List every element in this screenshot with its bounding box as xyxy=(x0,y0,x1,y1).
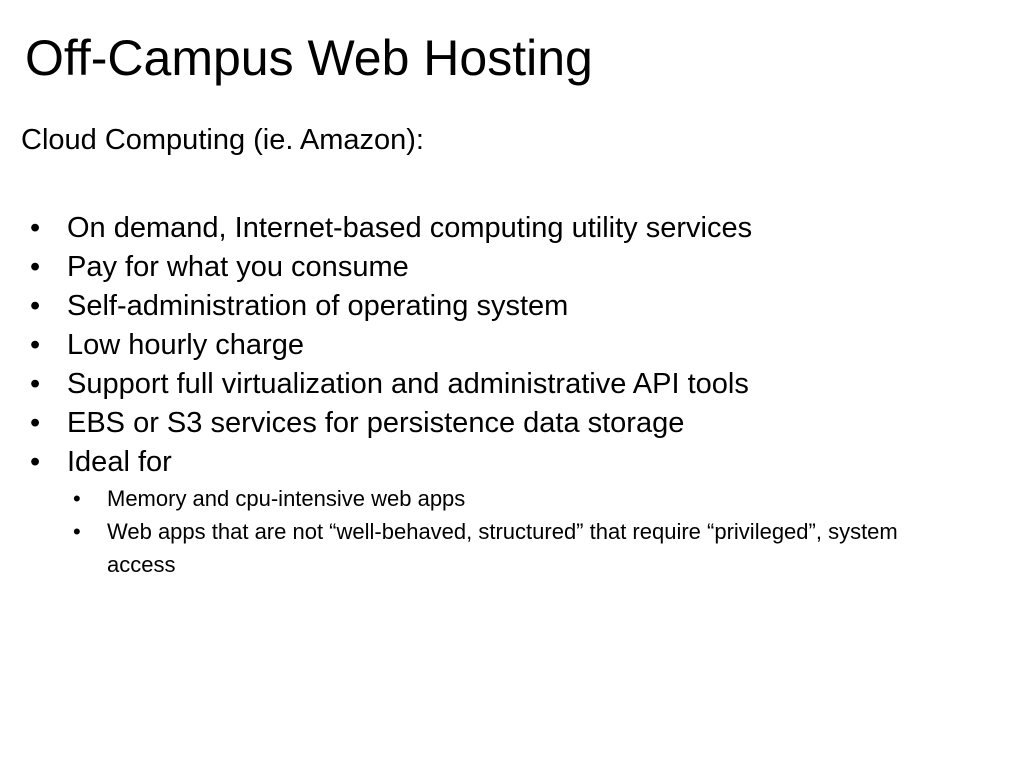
slide-subtitle: Cloud Computing (ie. Amazon): xyxy=(21,124,424,156)
sub-bullet-text: Web apps that are not “well-behaved, structured” that require “privileged”, system access xyxy=(107,519,898,577)
bullet-marker: • xyxy=(30,329,41,361)
sub-bullet-list xyxy=(0,482,907,581)
bullet-marker: • xyxy=(30,251,41,283)
bullet-item xyxy=(0,209,907,248)
bullet-list xyxy=(0,209,907,581)
bullet-item xyxy=(0,248,907,287)
sub-bullet-marker: • xyxy=(73,519,81,544)
bullet-marker: • xyxy=(30,446,41,478)
bullet-text: EBS or S3 services for persistence data storage xyxy=(67,407,685,439)
bullet-marker: • xyxy=(30,407,41,439)
bullet-text: Pay for what you consume xyxy=(67,251,409,283)
bullet-text: Support full virtualization and administrative API tools xyxy=(67,368,749,400)
bullet-item xyxy=(0,287,907,326)
bullet-marker: • xyxy=(30,212,41,244)
bullet-text: Ideal for xyxy=(67,446,172,478)
bullet-text: Self-administration of operating system xyxy=(67,290,569,322)
bullet-marker: • xyxy=(30,368,41,400)
bullet-item xyxy=(0,365,907,404)
bullet-item xyxy=(0,326,907,365)
sub-bullet-group xyxy=(0,482,907,581)
sub-bullet-item xyxy=(0,515,907,581)
slide-title: Off-Campus Web Hosting xyxy=(25,30,593,86)
bullet-text: On demand, Internet-based computing utility services xyxy=(67,212,753,244)
sub-bullet-text: Memory and cpu-intensive web apps xyxy=(107,486,466,511)
bullet-marker: • xyxy=(30,290,41,322)
sub-bullet-item xyxy=(0,482,907,515)
bullet-item xyxy=(0,443,907,482)
sub-bullet-marker: • xyxy=(73,486,81,511)
bullet-text: Low hourly charge xyxy=(67,329,304,361)
bullet-item xyxy=(0,404,907,443)
